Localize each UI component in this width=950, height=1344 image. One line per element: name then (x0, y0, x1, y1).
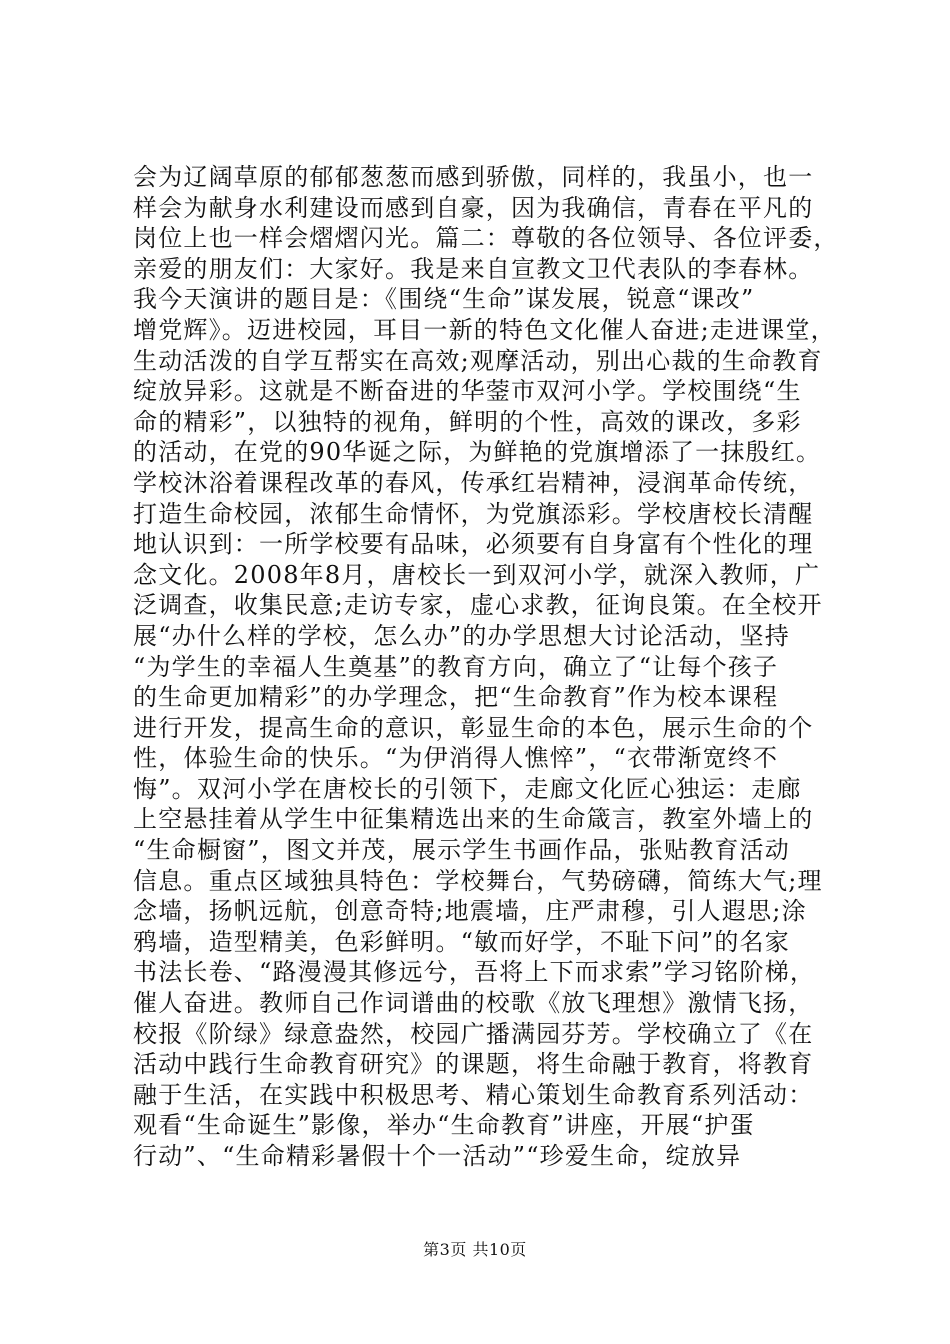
text-line: 增党辉》。迈进校园，耳目一新的特色文化催人奋进;走进课堂， (133, 315, 836, 344)
text-line: 会为辽阔草原的郁郁葱葱而感到骄傲，同样的，我虽小，也一 (133, 163, 814, 191)
text-line: 学校沐浴着课程改革的春风，传承红岩精神，浸润革命传统， (133, 468, 814, 497)
text-line: 进行开发，提高生命的意识，彰显生命的本色，展示生命的个 (133, 713, 814, 742)
text-line: 我今天演讲的题目是：《围绕“生命”谋发展，锐意“课改” (133, 285, 755, 314)
text-line: 行动”、“生命精彩暑假十个一活动”“珍爱生命，绽放异 (133, 1142, 742, 1170)
text-line: “为学生的幸福人生奠基”的教育方向，确立了“让每个孩子 (133, 652, 779, 681)
text-line: 岗位上也一样会熠熠闪光。篇二：尊敬的各位领导、各位评委， (133, 224, 839, 253)
text-line: 上空悬挂着从学生中征集精选出来的生命箴言，教室外墙上的 (133, 805, 814, 834)
text-line: 性，体验生命的快乐。“为伊消得人憔悴”，“衣带渐宽终不 (133, 744, 779, 773)
text-line: 打造生命校园，浓郁生命情怀，为党旗添彩。学校唐校长清醒 (133, 499, 814, 528)
document-body (133, 162, 853, 1172)
text-line: 信息。重点区域独具特色：学校舞台，气势磅礴，简练大气;理 (133, 866, 823, 895)
text-line: 的生命更加精彩”的办学理念，把“生命教育”作为校本课程 (133, 683, 779, 712)
text-line: 展“办什么样的学校，怎么办”的办学思想大讨论活动，坚持 (133, 621, 790, 650)
text-line: 样会为献身水利建设而感到自豪，因为我确信，青春在平凡的 (133, 193, 814, 222)
text-line: 校报《阶绿》绿意盎然，校园广播满园芬芳。学校确立了《在 (133, 1019, 814, 1048)
text-line: 地认识到：一所学校要有品味，必须要有自身富有个性化的理 (133, 530, 814, 559)
text-line: 绽放异彩。这就是不断奋进的华蓥市双河小学。学校围绕“生 (133, 377, 802, 406)
text-line: 念文化。2008年8月，唐校长一到双河小学，就深入教师，广 (133, 560, 821, 589)
text-line: 念墙，扬帆远航，创意奇特;地震墙，庄严肃穆，引人遐思;涂 (133, 897, 807, 926)
text-line: 的活动，在党的90华诞之际，为鲜艳的党旗增添了一抹殷红。 (133, 438, 822, 467)
text-line: 鸦墙，造型精美，色彩鲜明。“敏而好学，不耻下问”的名家 (133, 927, 790, 956)
text-line: 活动中践行生命教育研究》的课题，将生命融于教育，将教育 (133, 1050, 814, 1079)
text-line: 催人奋进。教师自己作词谱曲的校歌《放飞理想》激情飞扬， (133, 989, 814, 1018)
page-number-footer: 第3页 共10页 (423, 1240, 527, 1259)
text-line: 书法长卷、“路漫漫其修远兮，吾将上下而求索”学习铭阶梯， (133, 958, 816, 987)
text-line: 命的精彩”，以独特的视角，鲜明的个性，高效的课改，多彩 (133, 407, 802, 436)
text-line: 亲爱的朋友们：大家好。我是来自宣教文卫代表队的李春林。 (133, 254, 814, 283)
text-line: 融于生活，在实践中积极思考、精心策划生命教育系列活动： (133, 1080, 814, 1109)
text-line: 生动活泼的自学互帮实在高效;观摩活动，别出心裁的生命教育 (133, 346, 823, 375)
text-line: 悔”。双河小学在唐校长的引领下，走廊文化匠心独运：走廊 (133, 774, 802, 803)
text-line: “生命橱窗”，图文并茂，展示学生书画作品，张贴教育活动 (133, 836, 790, 865)
text-line: 观看“生命诞生”影像，举办“生命教育”讲座，开展“护蛋 (133, 1111, 755, 1140)
text-line: 泛调查，收集民意;走访专家，虚心求教，征询良策。在全校开 (133, 591, 823, 620)
